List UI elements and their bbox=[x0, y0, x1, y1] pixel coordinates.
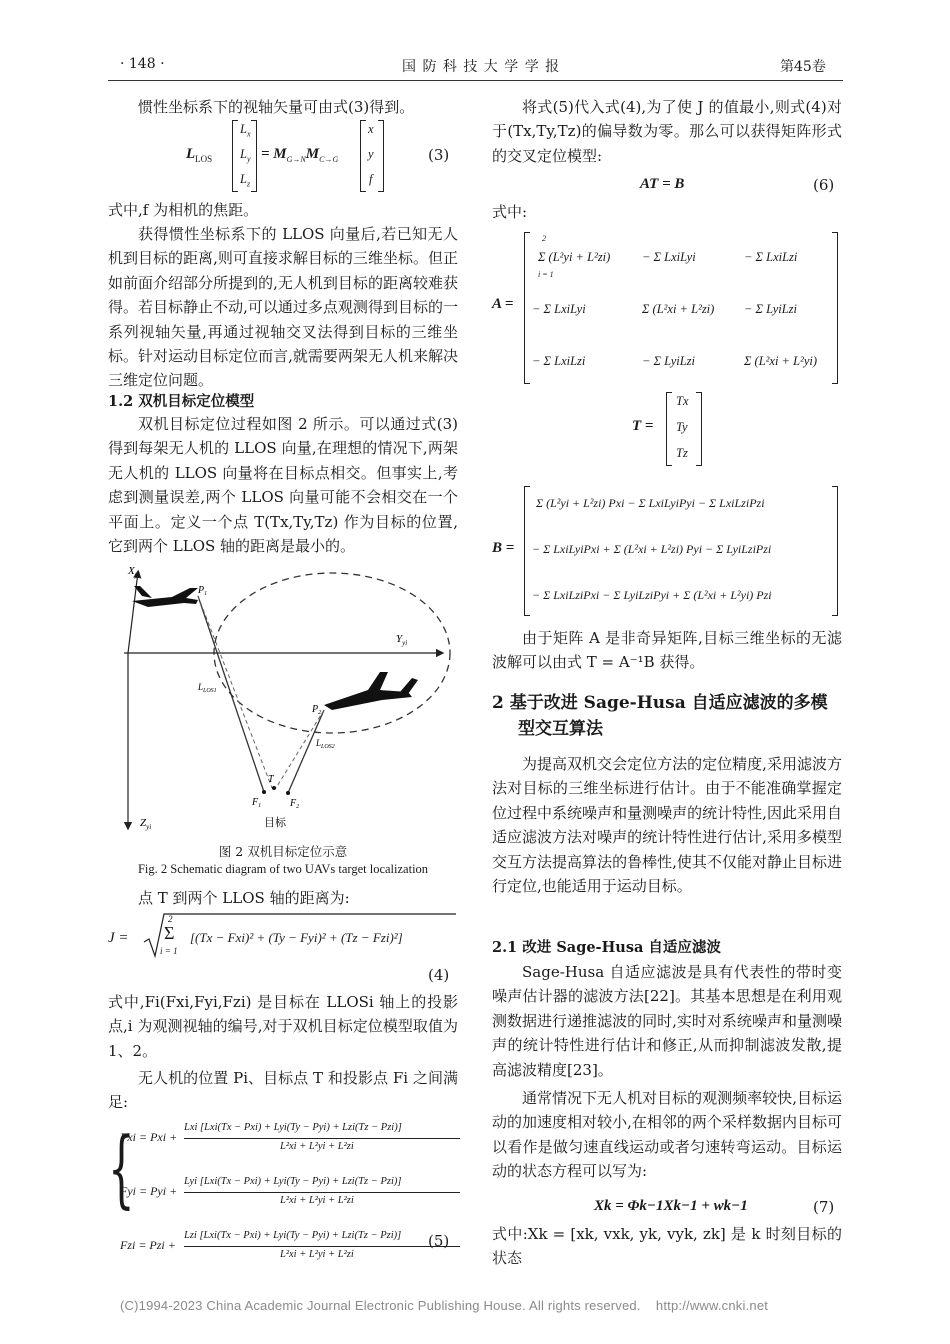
right-para-6: 通常情况下无人机对目标的观测频率较快,目标运动的加速度相对较小,在相邻的两个采样数据内目标可以看作是做匀速直线运动或者匀速转弯运动。目标运动的状态方程可以写为: bbox=[492, 1089, 842, 1181]
left-para-4: 双机目标定位过程如图 2 所示。可以通过式(3)得到每架无人机的 LLOS 向量,在理想的情况下,两架无人机的 LLOS 向量将在目标点相交。但事实上,考虑到测量误差,两个 LLOS 向量可能不会相交在一个平面上。定义一个点 T(Tx,Ty,Tz) 作为目标的位置,它到两个 LLOS 轴的距离是最小的。 bbox=[108, 415, 458, 556]
matrix-b: B = Σ (L²yi + L²zi) Pxi − Σ LxiLyiPyi − Σ LxiLziPzi − Σ LxiLyiPxi + Σ (L²xi + L²zi) Pyi − Σ LyiLziPzi − Σ LxiLziPxi − Σ LyiLziPyi + Σ (L²xi + L²yi) Pzi bbox=[492, 482, 842, 616]
section-1-2-heading: 1.2 双机目标定位模型 bbox=[108, 393, 255, 410]
left-para-2: 式中,f 为相机的焦距。 bbox=[108, 201, 259, 219]
right-para-5: Sage-Husa 自适应滤波是具有代表性的带时变噪声估计器的滤波方法[22]。其基本思想是在利用观测数据进行递推滤波的同时,实时对系统噪声和量测噪声的统计特性进行估计和修正,从而抑制滤波发散,提高滤波精度[23]。 bbox=[492, 963, 842, 1079]
label-p2: $P_2$ bbox=[312, 704, 322, 716]
matrix-a: A = Σ (L²yi + L²zi) − Σ LxiLyi − Σ LxiLzi − Σ LxiLyi Σ (L²xi + L²zi) − Σ LyiLzi − Σ LxiLzi − Σ LyiLzi Σ (L²xi + L²yi) 2 i = 1 bbox=[492, 228, 842, 386]
eq5-number: (5) bbox=[428, 1232, 450, 1250]
eq7-number: (7) bbox=[813, 1198, 835, 1216]
point-t bbox=[272, 786, 276, 790]
eq3-lhs: $L_{LOS}$ bbox=[186, 146, 213, 164]
eq3-bracket-l2 bbox=[360, 120, 366, 192]
copyright-footer: (C)1994-2023 China Academic Journal Electronic Publishing House. All rights reserved. http://www.cnki.net bbox=[120, 1298, 769, 1313]
equation-5: { Fxi = Pxi + Lxi [Lxi(Tx − Pxi) + Lyi(Ty − Pyi) + Lzi(Tz − Pzi)] L²xi + L²yi + L²zi Fyi = Pyi + Lyi [Lxi(Tx − Pxi) + Lyi(Ty − Pyi) + Lzi(Tz − Pzi)] L²xi + L²yi + L²zi Fzi = Pzi + Lzi [Lxi(Tx − Pxi) + Lyi(Ty − Pyi) + Lzi(Tz − Pzi)] L²xi + L²yi + L²zi bbox=[108, 1118, 458, 1318]
figure-2 bbox=[112, 560, 458, 838]
figure-2-svg bbox=[112, 560, 458, 838]
left-para-1: 惯性坐标系下的视轴矢量可由式(3)得到。 bbox=[138, 98, 415, 116]
x-axis-label: $X_{yi}$ bbox=[128, 565, 140, 579]
x-axis bbox=[128, 572, 138, 653]
left-para-6: 式中,Fi(Fxi,Fyi,Fzi) 是目标在 LLOSi 轴上的投影点,i 为观测视轴的编号,对于双机目标定位模型取值为 1、2。 bbox=[108, 993, 458, 1060]
eq4-number: (4) bbox=[428, 966, 450, 984]
label-p1: $P_1$ bbox=[198, 585, 208, 597]
left-para-5: 点 T 到两个 LLOS 轴的距离为: bbox=[138, 889, 350, 907]
figure-2-caption-en: Fig. 2 Schematic diagram of two UAVs target localization bbox=[137, 862, 429, 876]
eq3-bracket-r2 bbox=[378, 120, 384, 192]
label-target: 目标 bbox=[264, 817, 286, 829]
label-f1: $F_1$ bbox=[252, 797, 262, 809]
los-1-solid bbox=[198, 596, 264, 792]
label-los1: $L_{LOS1}$ bbox=[198, 682, 217, 694]
right-para-3: 由于矩阵 A 是非奇异矩阵,目标三维坐标的无滤波解可以由式 T = A⁻¹B 获得。 bbox=[492, 629, 842, 672]
equation-3: $L_{LOS}$ $L_x$ $L_y$ $L_z$ = $M_{G\to N}M_{C\to G}$ x y f (3) bbox=[108, 118, 458, 194]
los-2-dashed bbox=[276, 710, 324, 788]
section-2-1-heading: 2.1 改进 Sage-Husa 自适应滤波 bbox=[492, 939, 721, 956]
journal-title: 国 防 科 技 大 学 学 报 bbox=[402, 59, 561, 75]
page-number: · 148 · bbox=[120, 56, 165, 72]
matrix-t: T = Tx Ty Tz bbox=[492, 390, 842, 468]
left-para-3: 获得惯性坐标系下的 LLOS 向量后,若已知无人机到目标的距离,则可直接求解目标的三维坐标。但正如前面介绍部分所提到的,无人机到目标的距离较难获得。若目标静止不动,可以通过多点观测得到目标的一系列视轴矢量,再通过视轴交叉法得到目标的三维坐标。针对运动目标定位而言,就需要两架无人机来解决三维定位问题。 bbox=[108, 225, 458, 390]
figure-2-caption-cn: 图 2 双机目标定位示意 bbox=[218, 844, 348, 859]
volume-label: 第45卷 bbox=[780, 59, 826, 75]
label-f2: $F_2$ bbox=[290, 798, 300, 810]
right-para-2: 式中: bbox=[492, 203, 528, 221]
uav-2-icon bbox=[324, 672, 418, 710]
label-t: T bbox=[268, 774, 274, 785]
label-los2: $L_{LOS2}$ bbox=[316, 738, 335, 750]
eq3-bracket-r bbox=[251, 120, 257, 192]
right-para-7: 式中:Xk = [xk, vxk, yk, vyk, zk] 是 k 时刻目标的状态 bbox=[492, 1225, 842, 1268]
right-para-4: 为提高双机交会定位方法的定位精度,采用滤波方法对目标的三维坐标进行估计。由于不能准确掌握定位过程中系统噪声和量测噪声的统计特性,因此采用自适应滤波方法对噪声的统计特性进行估计,采用多模型交互方法提高算法的鲁棒性,使其不仅能对静止目标进行定位,也能适用于运动目标。 bbox=[492, 755, 842, 896]
section-2-heading: 2 基于改进 Sage-Husa 自适应滤波的多模型交互算法 bbox=[492, 693, 828, 739]
point-f1 bbox=[262, 790, 266, 794]
header-rule bbox=[108, 80, 843, 81]
eq3-number: (3) bbox=[428, 146, 450, 164]
equation-7: Xk = Φk−1Xk−1 + wk−1 bbox=[594, 1198, 748, 1214]
los-2-solid bbox=[288, 710, 324, 793]
y-axis-label: $Y_{yi}$ bbox=[396, 633, 408, 647]
equation-6: AT = B bbox=[640, 176, 685, 192]
point-f2 bbox=[286, 791, 290, 795]
left-para-7: 无人机的位置 Pi、目标点 T 和投影点 Fi 之间满足: bbox=[108, 1069, 458, 1112]
right-para-1: 将式(5)代入式(4),为了使 J 的值最小,则式(4)对于(Tx,Ty,Tz)的偏导数为零。那么可以获得矩阵形式的交叉定位模型: bbox=[492, 98, 842, 165]
eq3-bracket-l bbox=[232, 120, 238, 192]
equation-4: J = 2 Σ i = 1 [(Tx − Fxi)² + (Ty − Fyi)² + (Tz − Fzi)²] bbox=[108, 912, 458, 970]
z-axis-label: $Z_{yi}$ bbox=[140, 817, 152, 831]
eq6-number: (6) bbox=[813, 176, 835, 194]
uav-1-icon bbox=[132, 586, 198, 607]
